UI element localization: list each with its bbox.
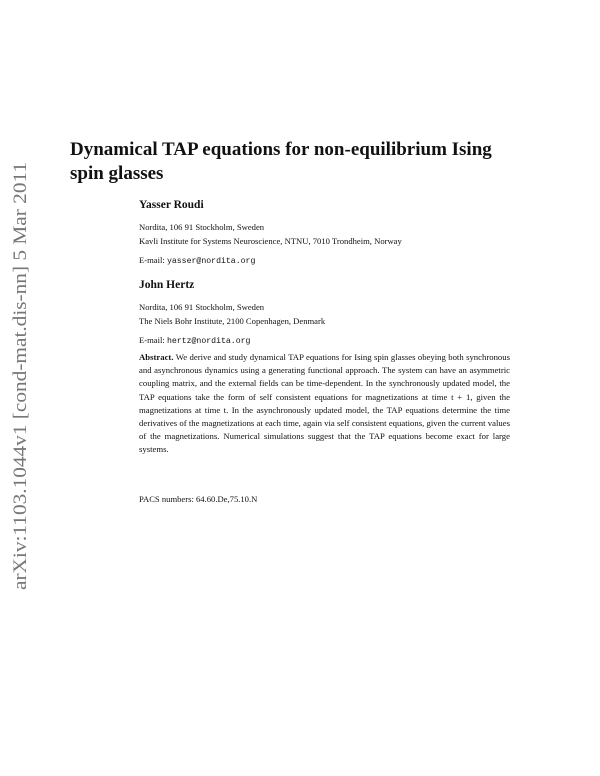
arxiv-stamp-text: arXiv:1103.1044v1 [cond-mat.dis-nn] 5 Mar 2011 xyxy=(10,208,31,590)
author-name: John Hertz xyxy=(139,279,195,291)
abstract-label: Abstract. xyxy=(139,352,174,362)
abstract xyxy=(139,351,510,457)
abstract-text: We derive and study dynamical TAP equations for Ising spin glasses obeying both synchronous and asynchronous dynamics using a generating functional approach. The system can have an asymmetric coupling matrix, and the external fields can be time-dependent. In the synchronously updated model, the TAP equations take the form of self consistent equations for magnetizations at time t + 1, given the magnetizations at time t. In the asynchronously updated model, the TAP equations determine the time derivatives of the magnetizations at each time, again via self consistent equations, given the current values of the magnetizations. Numerical simulations suggest that the TAP equations become exact for large systems. xyxy=(139,352,510,455)
email-address[interactable]: yasser@nordita.org xyxy=(166,257,256,266)
affiliation: The Niels Bohr Institute, 2100 Copenhagen, Denmark xyxy=(139,316,326,326)
email-address[interactable]: hertz@nordita.org xyxy=(166,337,251,346)
arxiv-stamp xyxy=(4,160,34,590)
author-email xyxy=(139,254,539,268)
email-label: E-mail: xyxy=(139,255,165,265)
author-email xyxy=(139,334,539,348)
email-label: E-mail: xyxy=(139,335,165,345)
author-block-1 xyxy=(139,199,539,268)
affiliation: Nordita, 106 91 Stockholm, Sweden xyxy=(139,302,265,312)
pacs-numbers: PACS numbers: 64.60.De,75.10.N xyxy=(139,494,258,504)
affiliation: Nordita, 106 91 Stockholm, Sweden xyxy=(139,222,265,232)
affiliation: Kavli Institute for Systems Neuroscience, NTNU, 7010 Trondheim, Norway xyxy=(139,236,402,246)
paper-title: Dynamical TAP equations for non-equilibrium Ising spin glasses xyxy=(70,139,492,184)
author-name: Yasser Roudi xyxy=(139,199,204,211)
author-block-2 xyxy=(139,279,539,348)
